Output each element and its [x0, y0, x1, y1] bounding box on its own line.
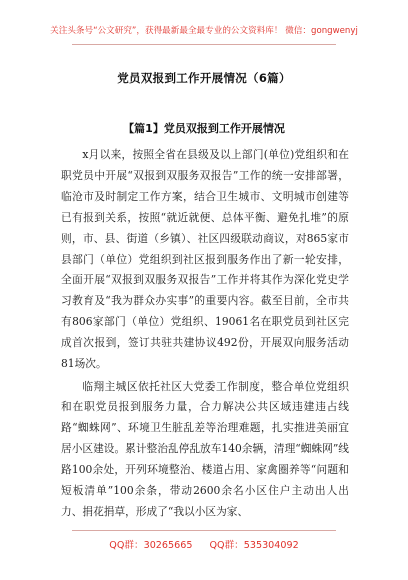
document-title: 党员双报到工作开展情况（6篇） [117, 71, 291, 85]
footer-qq-groups: QQ群：30265665 QQ群：535304092 [109, 540, 299, 551]
body-paragraph: x月以来，按照全省在县级及以上部门(单位)党组织和在职党员中开展“双报到双服务双报告”工作的统一安排部署，临沧市及时制定工作方案，结合卫生城市、文明城市创建等已有报到关系，按照“就近就便、总体平衡、避免扎堆”的原则，市、县、街道（乡镇）、社区四级联动商议，对865家市县部门（单位）党组织到社区报到服务作出了新一轮安排，全面开展“双报到双服务双报告”工作并将其作为深化党史学习教育及“我为群众办实事”的重要内容。截至目前，全市共有806家部门（单位）党组织、19061名在职党员到社区完成首次报到，签订共驻共建协议492份，开展双向服务活动81场次。 [61, 148, 349, 371]
footer-divider [72, 530, 336, 531]
header-divider [72, 44, 336, 45]
document-body [61, 145, 349, 523]
header-banner: 关注头条号“公文研究”，获得最新最全最专业的公文资料库！ 微信：gongwenyj [50, 26, 358, 36]
body-paragraph: 临翔主城区依托社区大党委工作制度，整合单位党组织和在职党员报到服务力量，合力解决公共区域违建违占线路“蜘蛛网”、环境卫生脏乱差等治理难题，扎实推进美丽宜居小区建设。累计整治乱停乱放车140余辆，清理“蜘蛛网”线路100余处，开列环境整治、楼道占用、家禽圈养等“问题和短板清单”100余条，带动2600余名小区住户主动出人出力、捐花捐草，形成了“我以小区为家、 [61, 379, 349, 518]
section-title: 【篇1】党员双报到工作开展情况 [123, 122, 285, 135]
